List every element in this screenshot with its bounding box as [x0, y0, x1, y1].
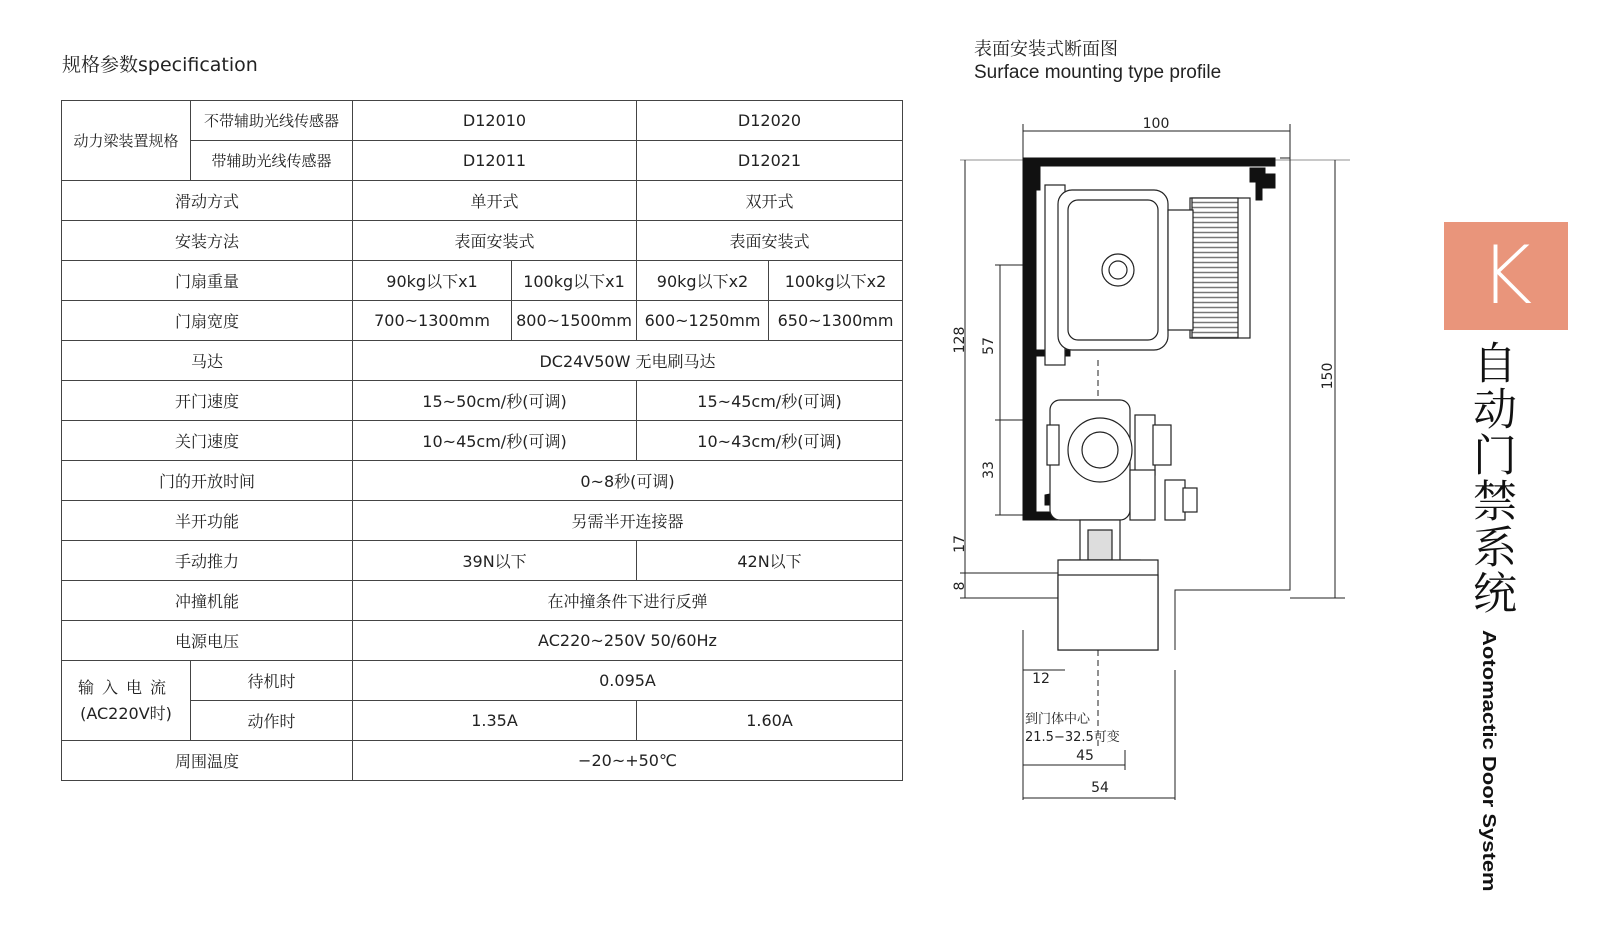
table-row: [62, 261, 903, 301]
width-label: 门扇宽度: [62, 301, 353, 341]
current-label-line2: (AC220V时): [80, 703, 172, 723]
action-b: 1.60A: [637, 701, 903, 741]
open-time-value: 0~8秒(可调): [353, 461, 903, 501]
dim-100: 100: [1142, 116, 1170, 132]
table-row: [62, 581, 903, 621]
dim-note2: 21.5−32.5可变: [1025, 730, 1120, 745]
dim-150: 150: [1320, 362, 1336, 390]
motor-label: 马达: [62, 341, 353, 381]
spec-title: 规格参数specification: [62, 54, 258, 76]
table-row: [62, 101, 903, 141]
dim-8: 8: [952, 581, 968, 591]
voltage-label: 电源电压: [62, 621, 353, 661]
profile-title-cn: 表面安装式断面图: [974, 39, 1118, 60]
mount-label: 动力梁装置规格: [62, 101, 191, 181]
width-c3: 600~1250mm: [637, 301, 769, 341]
mount-b2: D12021: [637, 141, 903, 181]
table-row: [62, 741, 903, 781]
open-speed-a: 15~50cm/秒(可调): [353, 381, 637, 421]
action-label: 动作时: [191, 701, 353, 741]
mount-sub2: 带辅助光线传感器: [191, 141, 353, 181]
table-row: [62, 301, 903, 341]
table-row: [62, 181, 903, 221]
mount-sub1: 不带辅助光线传感器: [191, 101, 353, 141]
weight-c1: 90kg以下x1: [353, 261, 512, 301]
mount-a2: D12011: [353, 141, 637, 181]
close-speed-a: 10~45cm/秒(可调): [353, 421, 637, 461]
mount-a1: D12010: [353, 101, 637, 141]
mount-b1: D12020: [637, 101, 903, 141]
weight-c3: 90kg以下x2: [637, 261, 769, 301]
impact-value: 在冲撞条件下进行反弹: [353, 581, 903, 621]
dim-17: 17: [952, 535, 968, 553]
dim-57: 57: [981, 337, 997, 355]
dim-54: 54: [1091, 780, 1109, 796]
slide-label: 滑动方式: [62, 181, 353, 221]
dim-33: 33: [981, 461, 997, 479]
install-a: 表面安装式: [353, 221, 637, 261]
table-row: [62, 661, 903, 701]
profile-title: [974, 38, 1221, 84]
open-time-label: 门的开放时间: [62, 461, 353, 501]
table-row: [62, 501, 903, 541]
table-row: [62, 541, 903, 581]
section-tab: [1444, 222, 1568, 330]
install-label: 安装方法: [62, 221, 353, 261]
dim-128: 128: [952, 326, 968, 354]
profile-drawing: [940, 110, 1360, 810]
slide-a: 单开式: [353, 181, 637, 221]
section-title-en: Aotomactic Door System: [1478, 630, 1501, 892]
table-row: [62, 341, 903, 381]
dim-12: 12: [1032, 671, 1050, 687]
open-speed-label: 开门速度: [62, 381, 353, 421]
manual-force-label: 手动推力: [62, 541, 353, 581]
profile-title-en: Surface mounting type profile: [974, 62, 1222, 83]
weight-c4: 100kg以下x2: [769, 261, 903, 301]
tab-letter: K: [1479, 229, 1533, 322]
action-a: 1.35A: [353, 701, 637, 741]
width-c2: 800~1500mm: [512, 301, 637, 341]
dim-note1: 到门体中心: [1025, 712, 1091, 727]
open-speed-b: 15~45cm/秒(可调): [637, 381, 903, 421]
width-c1: 700~1300mm: [353, 301, 512, 341]
standby-label: 待机时: [191, 661, 353, 701]
table-row: [62, 381, 903, 421]
section-title-cn: 自动门禁系统: [1465, 340, 1516, 616]
weight-label: 门扇重量: [62, 261, 353, 301]
half-open-value: 另需半开连接器: [353, 501, 903, 541]
spec-table: [61, 100, 903, 781]
install-b: 表面安装式: [637, 221, 903, 261]
width-c4: 650~1300mm: [769, 301, 903, 341]
manual-force-a: 39N以下: [353, 541, 637, 581]
table-row: [62, 461, 903, 501]
temperature-label: 周围温度: [62, 741, 353, 781]
standby-value: 0.095A: [353, 661, 903, 701]
voltage-value: AC220~250V 50/60Hz: [353, 621, 903, 661]
half-open-label: 半开功能: [62, 501, 353, 541]
current-label-line1: 输入电流: [77, 677, 174, 697]
weight-c2: 100kg以下x1: [512, 261, 637, 301]
table-row: [62, 421, 903, 461]
motor-value: DC24V50W 无电刷马达: [353, 341, 903, 381]
impact-label: 冲撞机能: [62, 581, 353, 621]
manual-force-b: 42N以下: [637, 541, 903, 581]
temperature-value: −20~+50℃: [353, 741, 903, 781]
table-row: [62, 621, 903, 661]
close-speed-label: 关门速度: [62, 421, 353, 461]
dim-45: 45: [1076, 748, 1094, 764]
close-speed-b: 10~43cm/秒(可调): [637, 421, 903, 461]
current-label: [62, 661, 191, 741]
slide-b: 双开式: [637, 181, 903, 221]
table-row: [62, 221, 903, 261]
